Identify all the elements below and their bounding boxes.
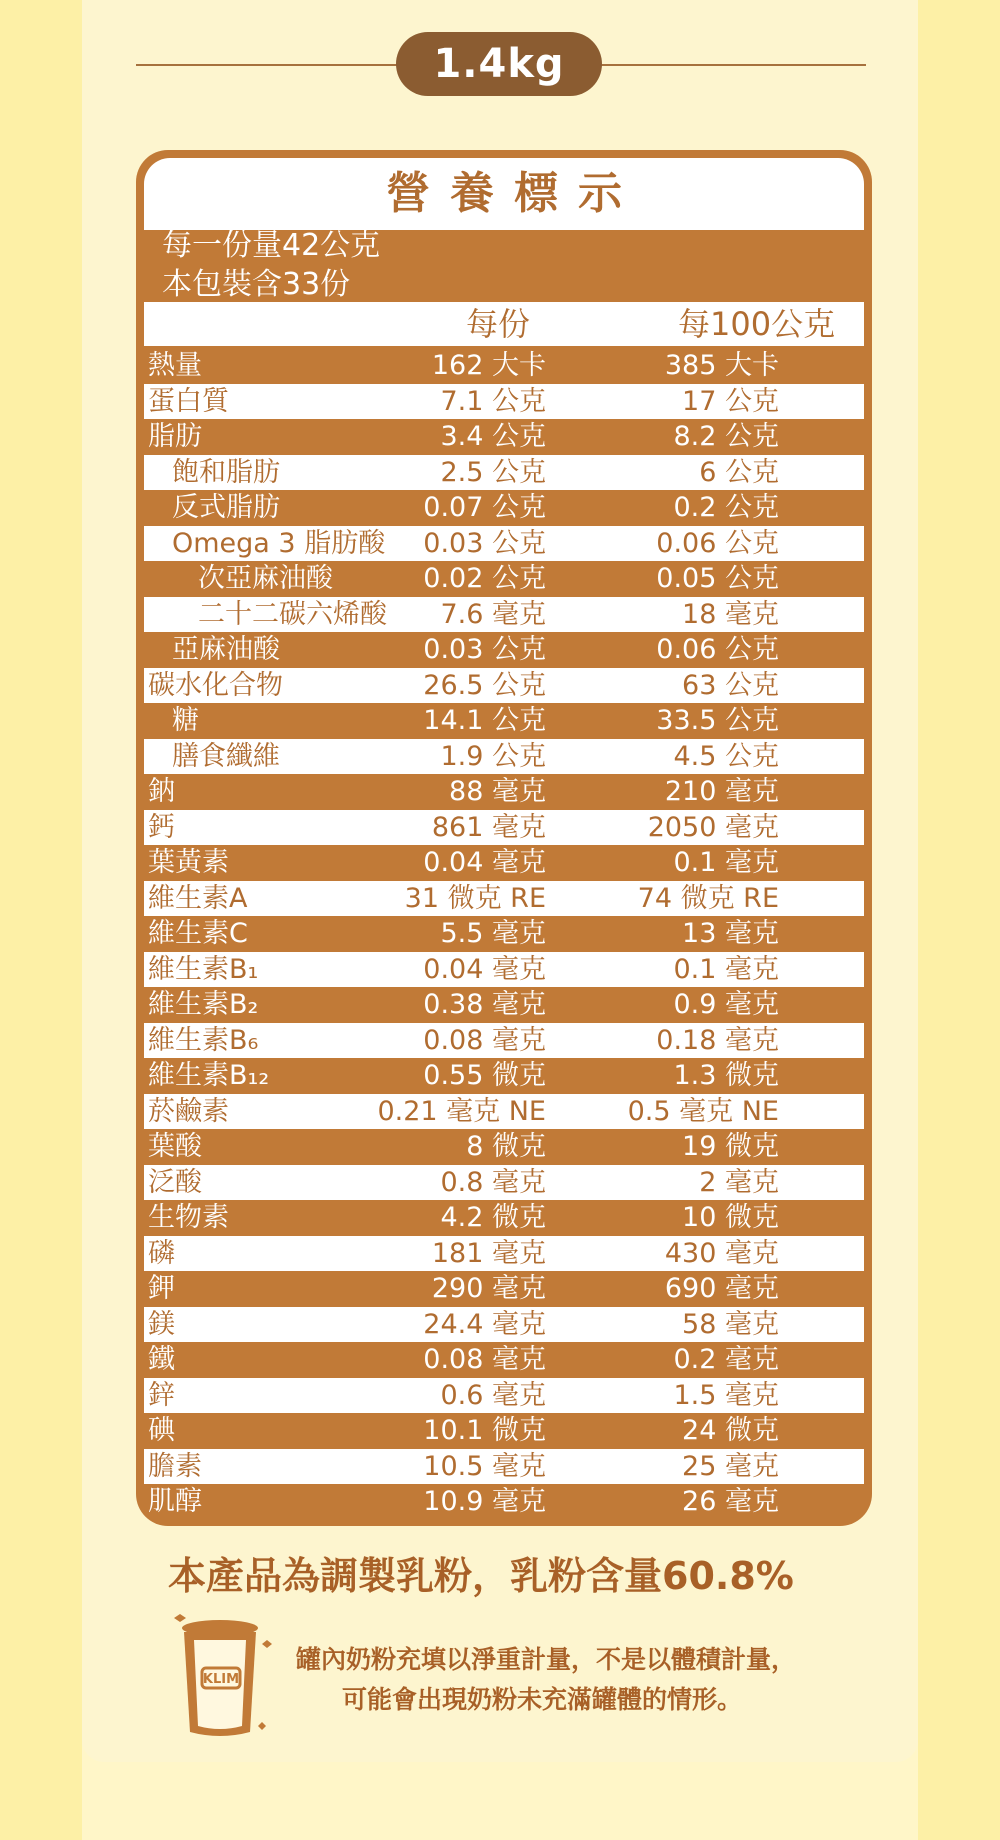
nutrient-name: 葉黃素 [148, 847, 229, 878]
per-serving-value: 0.38 毫克 [423, 989, 546, 1020]
nutrient-row [144, 1413, 864, 1449]
per-100g-value: 0.2 公克 [673, 492, 779, 523]
nutrient-row [144, 668, 864, 704]
nutrient-row [144, 916, 864, 952]
nutrient-row [144, 455, 864, 491]
per-serving-value: 10.9 毫克 [423, 1486, 546, 1517]
per-100g-value: 19 微克 [682, 1131, 779, 1162]
nutrient-row [144, 739, 864, 775]
per-100g-value: 0.1 毫克 [673, 953, 779, 985]
per-100g-value: 0.9 毫克 [673, 989, 779, 1020]
column-header [144, 302, 864, 346]
nutrient-name: 次亞麻油酸 [198, 563, 333, 594]
nutrient-row [144, 845, 864, 881]
per-serving-value: 0.04 毫克 [423, 953, 546, 985]
per-serving-value: 0.08 毫克 [423, 1024, 546, 1056]
nutrient-name: 磷 [148, 1237, 175, 1269]
nutrient-name: 反式脂肪 [172, 492, 280, 523]
nutrient-name: 碘 [148, 1415, 175, 1446]
nutrient-name: 亞麻油酸 [172, 634, 280, 665]
nutrient-row [144, 1129, 864, 1165]
nutrient-name: 鐵 [148, 1344, 175, 1375]
nutrient-row [144, 1307, 864, 1343]
nutrient-name: 碳水化合物 [148, 669, 283, 701]
serving-size: 每一份量42公克 [162, 228, 381, 263]
nutrient-name: 葉酸 [148, 1131, 202, 1162]
per-100g-value: 18 毫克 [682, 598, 779, 630]
per-serving-value: 10.1 微克 [423, 1415, 546, 1446]
right-margin [918, 0, 1000, 1840]
nutrient-row [144, 1023, 864, 1059]
nutrient-name: 膳食纖維 [172, 740, 280, 772]
per-serving-value: 5.5 毫克 [440, 918, 546, 949]
nutrient-row [144, 1200, 864, 1236]
nutrient-row [144, 1165, 864, 1201]
nutrient-rows [144, 348, 864, 1520]
nutrient-row [144, 952, 864, 988]
nutrient-row [144, 526, 864, 562]
per-serving-value: 861 毫克 [431, 811, 546, 843]
nutrient-row [144, 881, 864, 917]
fill-note [296, 1640, 856, 1720]
per-serving-value: 0.02 公克 [423, 563, 546, 594]
nutrient-name: 二十二碳六烯酸 [198, 598, 387, 630]
nutrient-row [144, 348, 864, 384]
nutrient-row [144, 1449, 864, 1485]
nutrient-row [144, 1342, 864, 1378]
per-serving-value: 0.04 毫克 [423, 847, 546, 878]
fill-note-line-2: 可能會出現奶粉未充滿罐體的情形。 [342, 1685, 743, 1714]
per-100g-value: 58 毫克 [682, 1308, 779, 1340]
nutrient-row [144, 774, 864, 810]
per-serving-value: 0.03 公克 [423, 527, 546, 559]
left-margin [0, 0, 82, 1840]
per-serving-value: 7.6 毫克 [440, 598, 546, 630]
per-100g-value: 1.3 微克 [673, 1060, 779, 1091]
nutrient-row [144, 419, 864, 455]
col-per-100g: 每100公克 [678, 305, 836, 343]
nutrient-name: 糖 [172, 705, 199, 736]
nutrient-name: 鈣 [148, 811, 175, 843]
per-100g-value: 385 大卡 [664, 350, 779, 381]
per-serving-value: 0.8 毫克 [440, 1166, 546, 1198]
per-100g-value: 10 微克 [682, 1202, 779, 1233]
per-100g-value: 0.5 毫克 NE [627, 1095, 779, 1127]
nutrient-name: 飽和脂肪 [172, 456, 280, 488]
nutrient-name: 熱量 [148, 350, 202, 381]
per-serving-value: 31 微克 RE [404, 882, 546, 914]
nutrient-row [144, 1271, 864, 1307]
per-serving-value: 24.4 毫克 [423, 1308, 546, 1340]
per-100g-value: 690 毫克 [664, 1273, 779, 1304]
per-serving-value: 181 毫克 [431, 1237, 546, 1269]
per-serving-value: 4.2 微克 [440, 1202, 546, 1233]
nutrient-name: 生物素 [148, 1202, 229, 1233]
nutrient-name: 維生素B₁₂ [148, 1060, 270, 1091]
col-per-serving: 每份 [466, 305, 531, 343]
weight-divider-left [136, 64, 404, 66]
nutrient-row [144, 561, 864, 597]
per-serving-value: 2.5 公克 [440, 456, 546, 488]
per-100g-value: 74 微克 RE [637, 882, 779, 914]
per-100g-value: 13 毫克 [682, 918, 779, 949]
nutrient-row [144, 1094, 864, 1130]
per-serving-value: 3.4 公克 [440, 421, 546, 452]
per-100g-value: 17 公克 [682, 385, 779, 417]
nutrient-name: Omega 3 脂肪酸 [172, 527, 386, 559]
milk-can-icon [166, 1610, 278, 1742]
nutrient-row [144, 987, 864, 1023]
per-serving-value: 0.6 毫克 [440, 1379, 546, 1411]
milk-content-note: 本產品為調製乳粉，乳粉含量60.8% [168, 1554, 794, 1598]
per-100g-value: 0.18 毫克 [656, 1024, 779, 1056]
nutrient-row [144, 1378, 864, 1414]
nutrient-name: 菸鹼素 [148, 1095, 229, 1127]
per-100g-value: 24 微克 [682, 1415, 779, 1446]
nutrient-name: 鉀 [148, 1273, 175, 1304]
nutrient-name: 維生素B₁ [148, 953, 259, 985]
nutrient-row [144, 810, 864, 846]
per-serving-value: 7.1 公克 [440, 385, 546, 417]
per-100g-value: 210 毫克 [664, 776, 779, 807]
per-serving-value: 0.07 公克 [423, 492, 546, 523]
nutrient-name: 鎂 [148, 1308, 175, 1340]
per-100g-value: 0.1 毫克 [673, 847, 779, 878]
per-100g-value: 0.06 公克 [656, 634, 779, 665]
per-serving-value: 1.9 公克 [440, 740, 546, 772]
per-serving-value: 0.21 毫克 NE [377, 1095, 546, 1127]
per-100g-value: 63 公克 [682, 669, 779, 701]
per-100g-value: 0.06 公克 [656, 527, 779, 559]
nutrient-name: 膽素 [148, 1450, 202, 1482]
per-serving-value: 0.03 公克 [423, 634, 546, 665]
per-100g-value: 33.5 公克 [656, 705, 779, 736]
nutrient-name: 維生素C [148, 918, 248, 949]
per-serving-value: 0.55 微克 [423, 1060, 546, 1091]
nutrient-name: 泛酸 [148, 1166, 202, 1198]
per-100g-value: 26 毫克 [682, 1486, 779, 1517]
nutrient-row [144, 597, 864, 633]
nutrient-name: 鈉 [148, 776, 175, 807]
nutrient-row [144, 703, 864, 739]
per-serving-value: 88 毫克 [449, 776, 546, 807]
nutrient-name: 維生素B₂ [148, 989, 259, 1020]
nutrient-name: 維生素A [148, 882, 248, 914]
nutrient-name: 鋅 [148, 1379, 175, 1411]
nutrient-row [144, 1236, 864, 1272]
per-100g-value: 0.2 毫克 [673, 1344, 779, 1375]
nutrient-name: 肌醇 [148, 1486, 202, 1517]
per-100g-value: 25 毫克 [682, 1450, 779, 1482]
fill-note-line-1: 罐內奶粉充填以淨重計量，不是以體積計量， [296, 1645, 797, 1674]
per-100g-value: 2050 毫克 [647, 811, 779, 843]
nutrient-name: 蛋白質 [148, 385, 229, 417]
nutrient-row [144, 384, 864, 420]
nutrient-name: 維生素B₆ [148, 1024, 259, 1056]
nutrient-row [144, 1058, 864, 1094]
per-serving-value: 0.08 毫克 [423, 1344, 546, 1375]
per-serving-value: 162 大卡 [431, 350, 546, 381]
nutrient-row [144, 1484, 864, 1520]
per-100g-value: 8.2 公克 [673, 421, 779, 452]
per-100g-value: 4.5 公克 [673, 740, 779, 772]
per-100g-value: 2 毫克 [699, 1166, 779, 1198]
per-serving-value: 26.5 公克 [423, 669, 546, 701]
weight-badge: 1.4kg [396, 32, 602, 96]
nutrient-name: 脂肪 [148, 421, 202, 452]
nutrition-panel [136, 150, 872, 1526]
per-serving-value: 8 微克 [466, 1131, 546, 1162]
per-100g-value: 6 公克 [699, 456, 779, 488]
per-100g-value: 430 毫克 [664, 1237, 779, 1269]
per-100g-value: 0.05 公克 [656, 563, 779, 594]
panel-title: 營養標示 [144, 158, 864, 230]
nutrient-row [144, 490, 864, 526]
per-serving-value: 14.1 公克 [423, 705, 546, 736]
per-serving-value: 10.5 毫克 [423, 1450, 546, 1482]
per-serving-value: 290 毫克 [431, 1273, 546, 1304]
weight-divider-right [596, 64, 866, 66]
can-logo-text: KLIM [202, 1672, 240, 1687]
serving-info [162, 226, 380, 304]
servings-per-pack: 本包裝含33份 [162, 267, 351, 302]
per-100g-value: 1.5 毫克 [673, 1379, 779, 1411]
nutrient-row [144, 632, 864, 668]
